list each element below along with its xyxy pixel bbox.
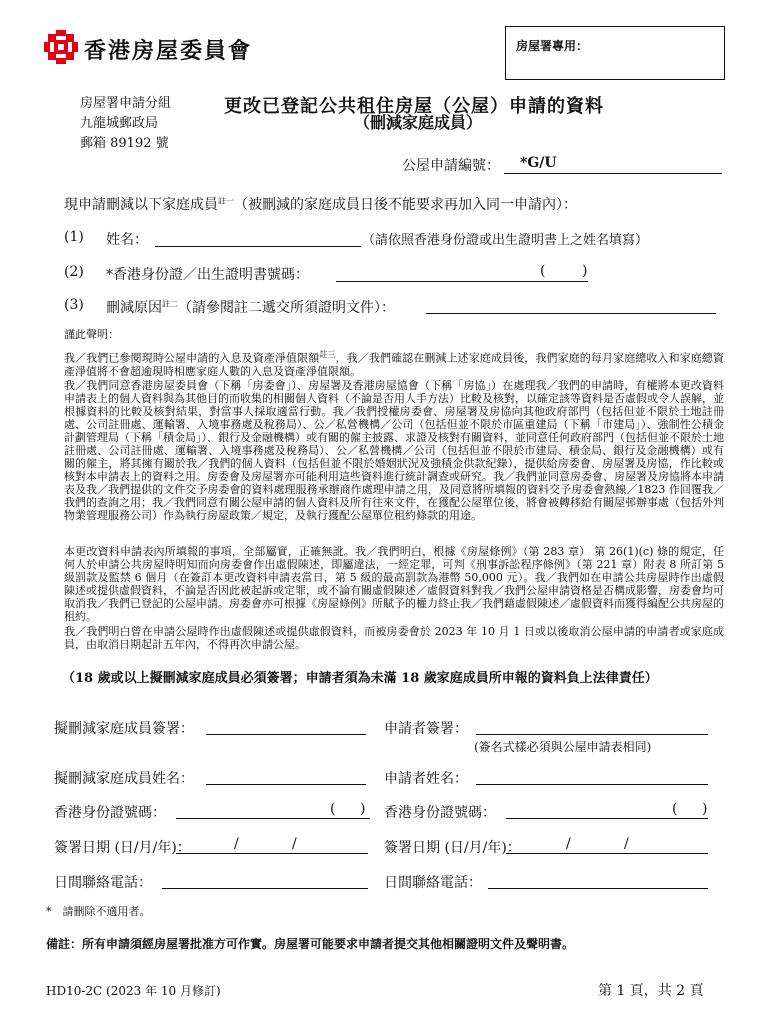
application-no-label: 公屋申請編號： bbox=[402, 158, 500, 174]
field-2-number: (2) bbox=[64, 264, 84, 280]
applicant-phone-label: 日間聯絡電話： bbox=[384, 875, 482, 891]
declaration-p1-b: ，我／我們確認在刪減上述家庭成員後，我們家庭的每月家庭總收入和家庭總資產淨值將不會超逾現時相應家庭人數的入息及資產淨值限額。 bbox=[64, 351, 725, 378]
signature-notice: （18 歲或以上擬刪減家庭成員必須簽署；申請者須為未滿 18 歲家庭成員所申報的資料負上法律責任） bbox=[62, 671, 658, 686]
field-2-label: *香港身份證／出生證明書號碼： bbox=[106, 267, 309, 283]
org-name: 香港房屋委員會 bbox=[84, 39, 253, 64]
id-check-digit-open: ( bbox=[540, 263, 546, 279]
housing-authority-logo-icon bbox=[44, 30, 78, 64]
address-line-2: 九龍城郵政局 bbox=[80, 116, 159, 131]
reason-field[interactable] bbox=[426, 313, 716, 314]
form-subtitle: （刪減家庭成員） bbox=[354, 113, 483, 132]
applicant-phone-field[interactable] bbox=[488, 888, 708, 889]
name-field[interactable] bbox=[155, 246, 361, 247]
field-1-label: 姓名： bbox=[106, 232, 148, 248]
applicant-signature-note: (簽名式樣必須與公屋申請表相同) bbox=[474, 740, 652, 754]
applicant-hkid-paren-close: ) bbox=[702, 801, 708, 817]
member-hkid-paren-close: ) bbox=[360, 801, 366, 817]
member-phone-label: 日間聯絡電話： bbox=[54, 875, 152, 891]
field-3-label bbox=[106, 297, 395, 317]
member-name-field[interactable] bbox=[206, 784, 366, 785]
applicant-date-sep-1: / bbox=[566, 836, 571, 852]
address-line-3: 郵箱 89192 號 bbox=[80, 136, 169, 151]
office-use-label: 房屋署專用： bbox=[516, 39, 589, 53]
member-date-sep-1: / bbox=[234, 836, 239, 852]
page-number: 第 1 頁，共 2 頁 bbox=[598, 983, 704, 999]
form-title: 更改已登記公共租住房屋（公屋）申請的資料 bbox=[224, 96, 604, 117]
footnote-delete-inapplicable: * 請刪除不適用者。 bbox=[46, 905, 151, 918]
member-hkid-label: 香港身份證號碼： bbox=[54, 805, 166, 821]
office-use-box bbox=[505, 26, 725, 80]
applicant-date-sep-2: / bbox=[624, 836, 629, 852]
remark-approval: 備註：所有申請須經房屋署批准方可作實。房屋署可能要求申請者提交其他相關證明文件及聲明書。 bbox=[46, 937, 575, 951]
field-1-number: (1) bbox=[64, 229, 84, 245]
id-number-field[interactable] bbox=[336, 281, 588, 282]
form-code: HD10-2C (2023 年 10 月修訂) bbox=[46, 984, 221, 998]
field-3-label-a: 刪減原因 bbox=[106, 300, 162, 316]
member-date-field[interactable] bbox=[176, 853, 368, 854]
declaration-heading: 謹此聲明： bbox=[64, 328, 119, 341]
applicant-date-field[interactable] bbox=[506, 853, 708, 854]
address-line-1: 房屋署申請分組 bbox=[80, 96, 172, 111]
member-name-label: 擬刪減家庭成員姓名： bbox=[54, 771, 194, 787]
declaration-paragraph-2: 我／我們同意香港房屋委員會（下稱「房委會」）、房屋署及香港房屋協會（下稱「房協」）在處理我／我們的申請時，有權將本更改資料申請表上的個人資料與為其他目的而收集的相關個人資料（不論是否用人手方法）比較及核對，以確定該等資料是否虛假或令人誤解，並根據資料的比較及核對結果，對當事人採取適當行動。我／我們授權房委會、房屋署及房協向其他政府部門（包括但並不限於土地註冊處、公司註冊處、運輸署、入境事務處及稅務局）、公／私營機構／公司（包括但並不限於市區重建局（下稱「市建局」）、強制性公積金計劃管理局（下稱「積金局」）、銀行及金融機構）或有關的僱主披露、求證及核對有關資料，並同意任何政府部門（包括但並不限於土地註冊處、公司註冊處、運輸署、入境事務處及稅務局）、公／私營機構／公司（包括但並不限於市建局、積金局、銀行及金融機構）或有關的僱主，將其擁有關於我／我們的個人資料（包括但並不限於婚姻狀況及強積金供款紀錄），提供給房委會、房屋署及房協，作比較或核對本申請表上的資料之用。房委會及房屋署亦可能利用這些資料進行統計調查或研究。我／我們並同意房委會、房屋署及房協將本申請表及我／我們提供的文件交予房委會的資料處理服務承辦商作處理申請之用，及同意將所填報的資料交予房委會熱線／1823 作回覆我／我們的查詢之用；我／我們同意有關公屋申請的個人資料及所有往來文件，在獲配公屋單位後，將會被轉移給有關屋邨辦事處（包括外判物業管理服務公司）作為執行房屋政策／規定，及執行獲配公屋單位租約條款的用途。 bbox=[64, 379, 724, 522]
id-check-digit-close: ) bbox=[582, 263, 588, 279]
declaration-paragraph-1 bbox=[64, 348, 724, 378]
member-date-sep-2: / bbox=[292, 836, 297, 852]
applicant-name-field[interactable] bbox=[476, 784, 708, 785]
intro-text: 現申請刪減以下家庭成員 bbox=[64, 197, 218, 213]
field-3-note-ref: 註二 bbox=[162, 299, 178, 309]
member-signature-label: 擬刪減家庭成員簽署： bbox=[54, 721, 194, 737]
applicant-name-label: 申請者姓名： bbox=[384, 771, 468, 787]
member-hkid-field[interactable] bbox=[176, 818, 370, 819]
member-date-label: 簽署日期 (日/月/年)： bbox=[54, 840, 191, 856]
member-phone-field[interactable] bbox=[162, 888, 368, 889]
applicant-signature-field[interactable] bbox=[476, 734, 708, 735]
intro-note-ref: 註一 bbox=[218, 196, 234, 206]
intro-line bbox=[64, 194, 577, 214]
applicant-hkid-label: 香港身份證號碼： bbox=[384, 805, 496, 821]
intro-tail: （被刪減的家庭成員日後不能要求再加入同一申請內）： bbox=[234, 197, 577, 213]
applicant-hkid-paren-open: ( bbox=[672, 801, 678, 817]
applicant-hkid-field[interactable] bbox=[506, 818, 708, 819]
field-1-hint: （請依照香港身份證或出生證明書上之姓名填寫） bbox=[362, 233, 649, 248]
field-3-number: (3) bbox=[64, 297, 84, 313]
field-3-label-b: （請參閱註二遞交所須證明文件）： bbox=[178, 300, 395, 316]
member-signature-field[interactable] bbox=[206, 734, 366, 735]
applicant-signature-label: 申請者簽署： bbox=[384, 721, 468, 737]
application-no-value: *G/U bbox=[520, 155, 557, 171]
application-no-field[interactable] bbox=[504, 173, 722, 174]
declaration-p1-a: 我／我們已參閱現時公屋申請的入息及資產淨值限額 bbox=[64, 351, 320, 365]
member-hkid-paren-open: ( bbox=[330, 801, 336, 817]
declaration-p1-ref: 註三 bbox=[319, 350, 336, 359]
applicant-date-label: 簽署日期 (日/月/年)： bbox=[384, 840, 521, 856]
declaration-paragraph-4: 我／我們明白曾在申請公屋時作出虛假陳述或提供虛假資料，而被房委會於 2023 年 10 月 1 日或以後取消公屋申請的申請者或家庭成員，由取消日期起計五年內，不得再次申請公屋。 bbox=[64, 625, 724, 651]
declaration-paragraph-3: 本更改資料申請表內所填報的事項，全部屬實，正確無訛。我／我們明白，根據《房屋條例》（第 283 章） 第 26(1)(c) 條的規定，任何人於申請公共房屋時明知而向房委會作出虛假陳述，即屬違法，一經定罪，可判《刑事訴訟程序條例》（第 221 章）附表 8 所訂第 5 級罰款及監禁 6 個月（在簽訂本更改資料申請表當日，第 5 級的最高罰款為港幣 50,000 元）。我／我們如在申請公共房屋時作出虛假陳述或提供虛假資料，不論是否因此被起訴或定罪，或不論有關虛假陳述／虛假資料對我／我們公屋申請資格是否構成影響，房委會均可取消我／我們已登記的公屋申請。房委會亦可根據《房屋條例》所賦予的權力終止我／我們藉虛假陳述／虛假資料而獲得編配公共房屋的租約。 bbox=[64, 545, 724, 623]
